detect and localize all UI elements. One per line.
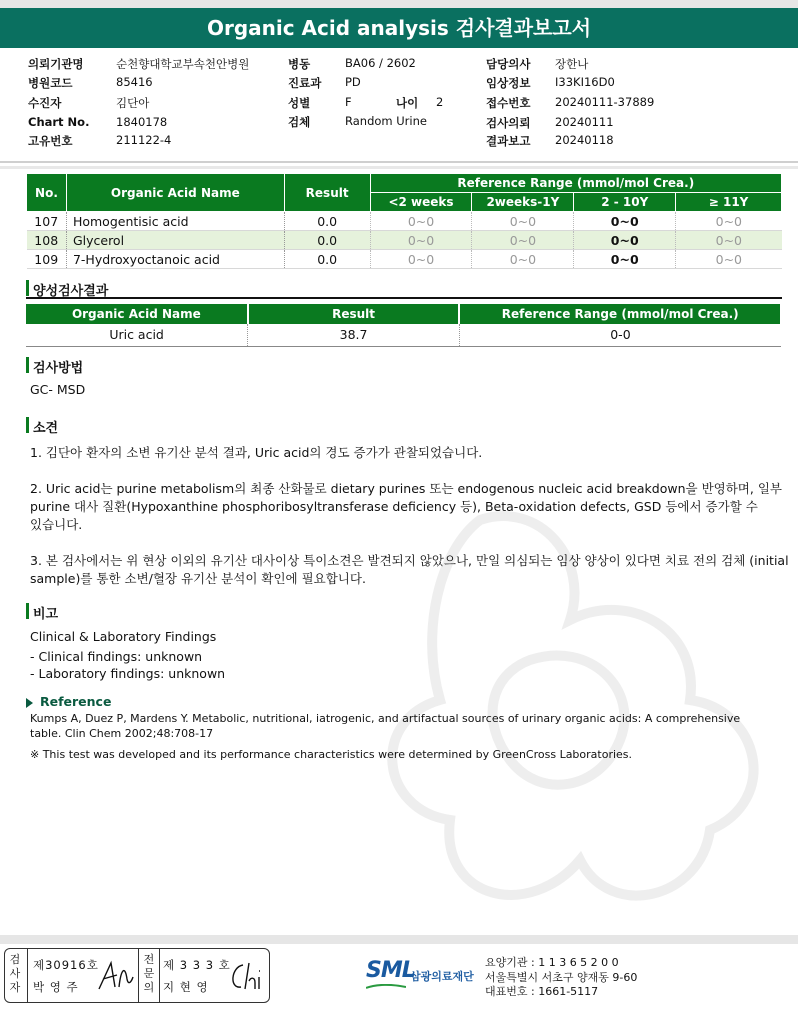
info-label: 병동 <box>288 57 311 71</box>
remarks-line: - Laboratory findings: unknown <box>30 666 226 681</box>
opinion-paragraph-1: 1. 김단아 환자의 소변 유기산 분석 결과, Uric acid의 경도 증가가 관찰되었습니다. <box>30 445 483 460</box>
header-no: No. <box>27 174 67 212</box>
cell-no: 109 <box>27 250 67 269</box>
method-section-heading <box>26 354 782 376</box>
info-label: 담당의사 <box>486 57 531 71</box>
cell-no: 108 <box>27 231 67 250</box>
physician-label: 전 문 의 <box>143 953 155 994</box>
cell-name: Glycerol <box>66 231 284 250</box>
footer-divider <box>0 935 798 944</box>
lab-name: 삼광의료재단 <box>410 970 474 983</box>
info-label: 검체 <box>288 115 311 129</box>
footnote: ※ This test was developed and its performance characteristics were determined by GreenCross Laboratories. <box>30 748 633 761</box>
info-label: 성별 <box>288 96 311 110</box>
contact-line: 서울특별시 서초구 양재동 9-60 <box>485 970 638 984</box>
section-marker <box>26 603 29 619</box>
divider <box>0 166 798 169</box>
opinion-paragraph-3-line: sample)를 통한 소변/혈장 유기산 분석이 확인에 필요합니다. <box>30 571 366 586</box>
section-title: 비고 <box>33 607 59 622</box>
header-name: Organic Acid Name <box>26 304 248 324</box>
info-value: 20240111 <box>555 115 614 129</box>
info-label: 접수번호 <box>486 96 531 110</box>
cell-result: 0.0 <box>284 231 370 250</box>
opinion-paragraph-2-line: purine 대사 질환(Hypoxanthine phosphoribosyltransferase deficiency 등), Beta-oxidation defects, GSD 등에서 증가할 수 <box>30 499 758 514</box>
cell-range: 0~0 <box>370 250 472 269</box>
cell-no: 107 <box>27 212 67 231</box>
cell-range: 0~0 <box>472 250 574 269</box>
inspector-signature <box>95 959 135 993</box>
patient-info <box>0 52 798 160</box>
info-label: 고유번호 <box>28 134 73 148</box>
triangle-icon <box>26 698 33 708</box>
header-range: 2weeks-1Y <box>472 193 574 212</box>
info-label: 검사의뢰 <box>486 116 531 130</box>
age-value: 2 <box>436 95 444 109</box>
header-reference: Reference Range (mmol/mol Crea.) <box>370 174 781 193</box>
opinion-paragraph-2-line: 2. Uric acid는 purine metabolism의 최종 산화물로 dietary purines 또는 endogenous nucleic acid breakdown을 반영하며, 일부 <box>30 481 782 496</box>
cell-result: 38.7 <box>248 324 460 346</box>
section-marker <box>26 417 29 433</box>
cell-range: 0~0 <box>676 231 782 250</box>
opinion-section-heading <box>26 414 782 436</box>
remarks-line: - Clinical findings: unknown <box>30 649 203 664</box>
cell-range: 0~0 <box>472 212 574 231</box>
report-title: Organic Acid analysis 검사결과보고서 <box>0 8 798 48</box>
contact-line: 요양기관 : 1 1 3 6 5 2 0 0 <box>485 956 619 969</box>
info-label: 수진자 <box>28 96 62 110</box>
reference-title: Reference <box>40 694 112 709</box>
info-label: 결과보고 <box>486 134 531 148</box>
table-row <box>26 324 781 346</box>
table-row <box>27 231 782 250</box>
cell-reference: 0-0 <box>459 324 781 346</box>
info-value: PD <box>345 75 361 89</box>
cell-range: 0~0 <box>574 250 676 269</box>
cell-name: Homogentisic acid <box>66 212 284 231</box>
inspector-license-no: 제30916호 <box>33 958 99 972</box>
divider <box>27 949 28 1002</box>
section-marker <box>26 357 29 373</box>
cell-result: 0.0 <box>284 250 370 269</box>
watermark-logo <box>360 480 798 940</box>
inspector-name: 박 영 주 <box>33 980 79 994</box>
positive-section-heading <box>26 277 782 299</box>
divider <box>0 161 798 163</box>
section-title: 양성검사결과 <box>33 284 109 299</box>
reference-citation: Kumps A, Duez P, Mardens Y. Metabolic, nutritional, iatrogenic, and artifactual sources of urinary organic acids: A comprehensive <box>30 712 741 725</box>
header-range: 2 - 10Y <box>574 193 676 212</box>
logo-mark: SML <box>366 958 415 983</box>
table-row <box>27 212 782 231</box>
section-title: 소견 <box>33 421 59 436</box>
table-row <box>27 250 782 269</box>
info-value: 20240118 <box>555 133 614 147</box>
contact-line: 대표번호 : 1661-5117 <box>485 985 599 998</box>
header-result: Result <box>284 174 370 212</box>
info-value: 211122-4 <box>116 133 172 147</box>
top-border <box>0 0 798 8</box>
info-value: BA06 / 2602 <box>345 56 416 70</box>
age-label: 나이 <box>396 96 419 110</box>
header-name: Organic Acid Name <box>66 174 284 212</box>
cell-result: 0.0 <box>284 212 370 231</box>
header-range: <2 weeks <box>370 193 472 212</box>
info-label: 병원코드 <box>28 76 73 90</box>
inspector-label: 검 사 자 <box>9 953 21 994</box>
lab-contact <box>485 956 637 1000</box>
info-label: Chart No. <box>28 115 90 129</box>
header-range: ≥ 11Y <box>676 193 782 212</box>
info-label: 진료과 <box>288 76 322 90</box>
info-value: 1840178 <box>116 115 168 129</box>
section-title: 검사방법 <box>33 361 84 376</box>
section-marker <box>26 280 29 296</box>
info-value: I33KI16D0 <box>555 75 615 89</box>
info-label: 임상정보 <box>486 76 531 90</box>
lab-logo <box>366 956 478 996</box>
header-reference: Reference Range (mmol/mol Crea.) <box>459 304 781 324</box>
divider <box>159 949 160 1002</box>
info-value: 김단아 <box>116 96 150 110</box>
cell-name: Uric acid <box>26 324 248 346</box>
logo-swoosh-icon <box>366 984 406 990</box>
remarks-line: Clinical & Laboratory Findings <box>30 629 217 644</box>
info-value: F <box>345 95 352 109</box>
reference-heading <box>26 694 111 709</box>
divider <box>138 949 139 1002</box>
cell-range: 0~0 <box>370 231 472 250</box>
reference-citation: table. Clin Chem 2002;48:708-17 <box>30 727 214 740</box>
results-table <box>26 173 782 269</box>
physician-signature <box>225 959 265 993</box>
cell-range: 0~0 <box>574 231 676 250</box>
opinion-paragraph-2-line: 있습니다. <box>30 517 83 532</box>
info-value: Random Urine <box>345 114 427 128</box>
cell-range: 0~0 <box>676 250 782 269</box>
opinion-paragraph-3-line: 3. 본 검사에서는 위 현상 이외의 유기산 대사이상 특이소견은 발견되지 않았으나, 만일 의심되는 임상 양상이 있다면 치료 전의 검체 (initial <box>30 553 789 568</box>
cell-name: 7-Hydroxyoctanoic acid <box>66 250 284 269</box>
info-label: 의뢰기관명 <box>28 57 84 71</box>
cell-range: 0~0 <box>574 212 676 231</box>
physician-license-no: 제 3 3 3 호 <box>163 958 231 972</box>
method-text: GC- MSD <box>30 382 86 397</box>
info-value: 순천향대학교부속천안병원 <box>116 57 250 71</box>
cell-range: 0~0 <box>676 212 782 231</box>
header-result: Result <box>248 304 460 324</box>
signature-box <box>4 948 270 1003</box>
info-value: 20240111-37889 <box>555 95 655 109</box>
cell-range: 0~0 <box>472 231 574 250</box>
info-value: 85416 <box>116 75 153 89</box>
remarks-section-heading <box>26 600 782 622</box>
positive-table <box>26 304 782 347</box>
info-value: 장한나 <box>555 57 589 71</box>
cell-range: 0~0 <box>370 212 472 231</box>
physician-name: 지 현 영 <box>163 980 209 994</box>
